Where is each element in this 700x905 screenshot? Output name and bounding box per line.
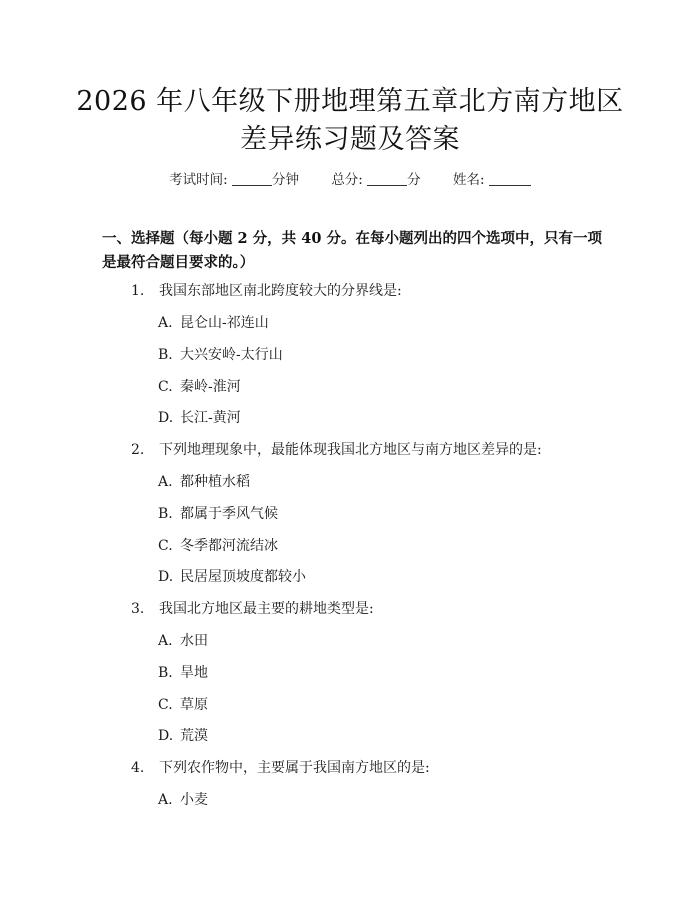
question-text: 我国北方地区最主要的耕地类型是: bbox=[159, 601, 374, 617]
student-name-blank bbox=[489, 172, 531, 186]
section-heading: 一、选择题（每小题 2 分，共 40 分。在每小题列出的四个选项中，只有一项是最符合题目要求的。） bbox=[102, 230, 602, 271]
option-text: 冬季都河流结冰 bbox=[180, 538, 278, 554]
total-score-label: 总分: bbox=[331, 172, 363, 188]
option-text: 荒漠 bbox=[180, 728, 208, 744]
question-3 bbox=[131, 599, 374, 619]
question-1 bbox=[131, 281, 402, 301]
question-number: 4. bbox=[131, 760, 145, 776]
option-text: 秦岭-淮河 bbox=[180, 379, 241, 395]
option-4a bbox=[158, 790, 208, 810]
option-1c bbox=[158, 377, 241, 397]
total-score-group bbox=[331, 168, 420, 188]
total-score-unit: 分 bbox=[407, 172, 421, 188]
exam-time-group bbox=[169, 168, 299, 188]
option-label: C. bbox=[158, 538, 173, 554]
option-text: 昆仑山-祁连山 bbox=[180, 315, 269, 331]
option-2d bbox=[158, 567, 306, 587]
option-label: B. bbox=[158, 665, 173, 681]
page-title-line-1: 2026 年八年级下册地理第五章北方南方地区 bbox=[76, 86, 624, 117]
option-label: D. bbox=[158, 410, 174, 426]
option-1a bbox=[158, 313, 269, 333]
question-4 bbox=[131, 758, 430, 778]
question-text: 下列农作物中，主要属于我国南方地区的是: bbox=[159, 760, 430, 776]
option-label: C. bbox=[158, 697, 173, 713]
option-text: 草原 bbox=[180, 697, 208, 713]
question-number: 3. bbox=[131, 601, 145, 617]
option-2c bbox=[158, 536, 278, 556]
student-name-group bbox=[453, 168, 531, 188]
question-number: 2. bbox=[131, 442, 145, 458]
option-label: B. bbox=[158, 506, 173, 522]
page-title-line-2: 差异练习题及答案 bbox=[240, 124, 460, 155]
option-text: 都种植水稻 bbox=[180, 474, 250, 490]
option-text: 水田 bbox=[180, 633, 208, 649]
exam-time-blank bbox=[232, 172, 272, 186]
option-label: D. bbox=[158, 728, 174, 744]
exam-info-line bbox=[0, 168, 700, 188]
option-text: 长江-黄河 bbox=[180, 410, 241, 426]
total-score-blank bbox=[367, 172, 407, 186]
option-1d bbox=[158, 408, 241, 428]
question-text: 我国东部地区南北跨度较大的分界线是: bbox=[159, 283, 402, 299]
question-2 bbox=[131, 440, 542, 460]
option-label: A. bbox=[158, 633, 173, 649]
question-number: 1. bbox=[131, 283, 145, 299]
option-text: 小麦 bbox=[180, 792, 208, 808]
option-text: 大兴安岭-太行山 bbox=[180, 347, 283, 363]
option-3b bbox=[158, 663, 208, 683]
option-1b bbox=[158, 345, 283, 365]
option-3a bbox=[158, 631, 208, 651]
option-3d bbox=[158, 726, 208, 746]
option-text: 旱地 bbox=[180, 665, 208, 681]
option-label: D. bbox=[158, 569, 174, 585]
student-name-label: 姓名: bbox=[452, 172, 485, 188]
option-label: A. bbox=[158, 315, 173, 331]
exam-time-unit: 分钟 bbox=[272, 172, 300, 188]
option-label: B. bbox=[158, 347, 173, 363]
option-2a bbox=[158, 472, 250, 492]
question-text: 下列地理现象中，最能体现我国北方地区与南方地区差异的是: bbox=[159, 442, 542, 458]
option-2b bbox=[158, 504, 278, 524]
option-label: A. bbox=[158, 792, 173, 808]
option-text: 都属于季风气候 bbox=[180, 506, 278, 522]
option-label: C. bbox=[158, 379, 173, 395]
option-text: 民居屋顶坡度都较小 bbox=[180, 569, 306, 585]
option-3c bbox=[158, 695, 208, 715]
option-label: A. bbox=[158, 474, 173, 490]
exam-time-label: 考试时间: bbox=[169, 172, 228, 188]
